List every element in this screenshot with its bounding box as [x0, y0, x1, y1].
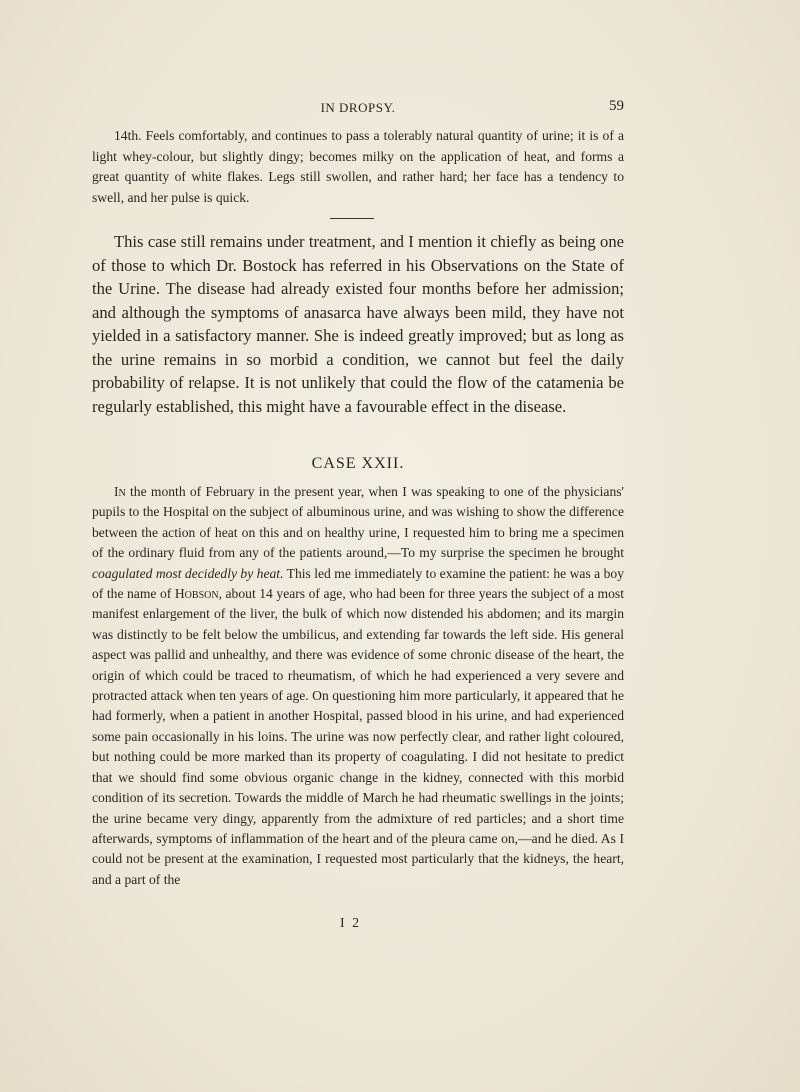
paragraph-lead: In — [114, 484, 126, 499]
running-title: IN DROPSY. — [320, 100, 396, 115]
paragraph-case-xxii — [92, 482, 624, 890]
paragraph-case-remark: This case still remains under treatment, and I mention it chiefly as being one of those to which Dr. Bostock has referred in his Observations on the State of the Urine. The disease had already existed four months before her admission; and although the symptoms of anasarca have always been mild, they have not yielded in a satisfactory manner. She is indeed greatly improved; but as long as the urine remains in so morbid a condition, we cannot but feel the daily probability of relapse. It is not unlikely that could the flow of the catamenia be regularly established, this might have a favourable effect in the disease. — [92, 232, 624, 416]
patient-name: Hobson — [174, 586, 219, 602]
paragraph-text-b: This led me immediately to examine the patient: he was a boy of the name of — [92, 565, 624, 602]
paragraph-text-a: the month of February in the present year, when I was speaking to one of the physicians' pupils to the Hospital on the subject of albuminous urine, and was wishing to show the difference between the action of heat on this and on healthy urine, I requested him to bring me a specimen of the ordinary fluid from any of the patients around,—To my surprise the specimen he brought — [92, 484, 624, 561]
paragraph-text: Feels comfortably, and continues to pass a tolerably natural quantity of urine; it is of a light whey-colour, but slightly dingy; becomes milky on the application of heat, and forms a great quantity of white flakes. Legs still swollen, and rather hard; her face has a tendency to swell, and her pulse is quick. — [92, 128, 624, 205]
paragraph-text-c: , about 14 years of age, who had been for three years the subject of a most manifest enlargement of the liver, the bulk of which now distended his abdomen; and its margin was distinctly to be felt below the umbilicus, and extending far towards the left side. His general aspect was pallid and unhealthy, and there was evidence of some chronic disease of the heart, the origin of which could be traced to rheumatism, of which he had experienced a very severe and protracted attack when ten years of age. On questioning him more particularly, it appeared that he had formerly, when a patient in another Hospital, passed blood in his urine, and had experienced some pain occasionally in his loins. The urine was now perfectly clear, and rather light coloured, but nothing could be more marked than its property of coagulating. I did not hesitate to predict that we should find some obvious organic change in the kidney, connected with this morbid condition of its secretion. Towards the middle of March he had rheumatic swellings in the joints; the urine became very dingy, apparently from the admixture of red particles; and a short time afterwards, symptoms of inflammation of the heart and of the pleura came on,—and he died. As I could not be present at the examination, I requested most particularly that the kidneys, the heart, and a part of the — [92, 586, 624, 887]
paragraph-lead: 14th. — [114, 128, 142, 143]
emphasis-text: coagulated most decidedly by heat. — [92, 565, 284, 581]
paragraph-14th — [92, 126, 624, 208]
running-head — [92, 100, 624, 122]
case-heading: CASE XXII. — [311, 455, 405, 472]
page-number: 59 — [609, 98, 624, 114]
section-divider — [330, 218, 374, 219]
signature-mark: I 2 — [340, 916, 362, 931]
